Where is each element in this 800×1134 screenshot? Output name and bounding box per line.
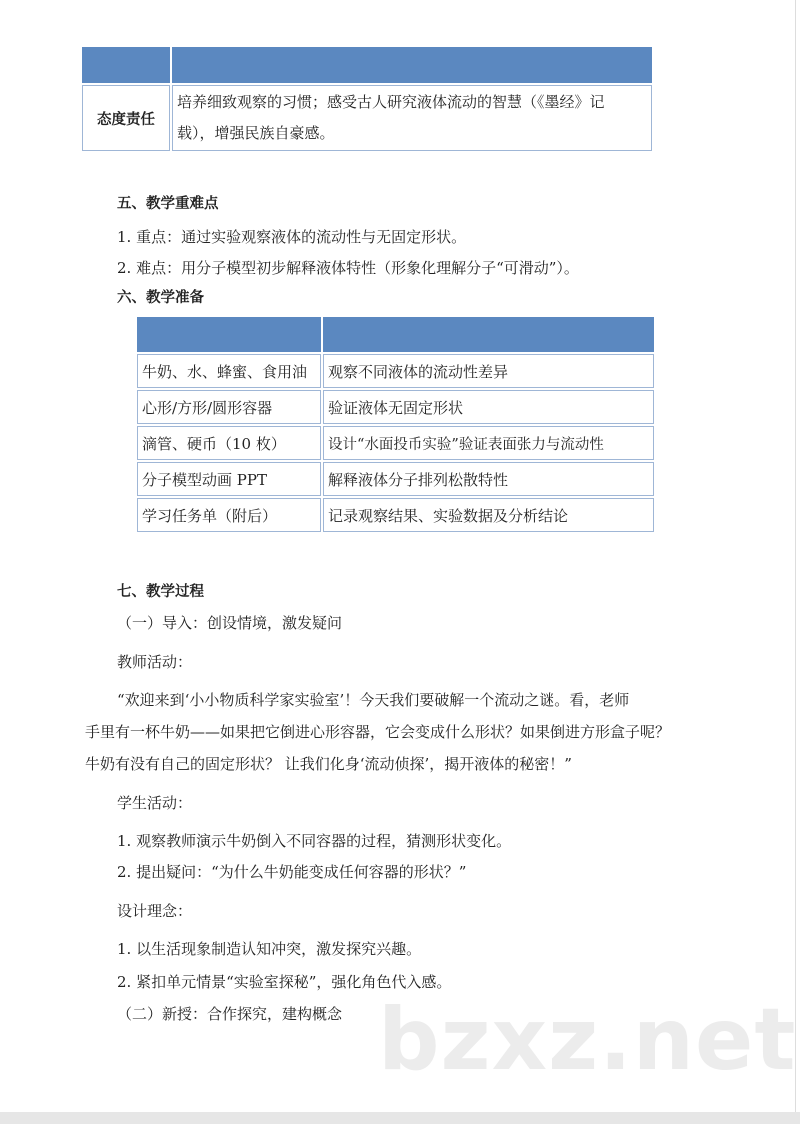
table-row xyxy=(137,462,654,496)
list-item: 1. 观察教师演示牛奶倒入不同容器的过程，猜测形状变化。 xyxy=(117,832,512,850)
row-text: 载），增强民族自豪感。 xyxy=(177,124,335,142)
label: 设计理念： xyxy=(117,902,193,920)
attitude-table xyxy=(80,45,654,153)
cell: 观察不同液体的流动性差异 xyxy=(323,354,654,388)
list-item: 2. 紧扣单元情景“实验室探秘”，强化角色代入感。 xyxy=(117,973,452,991)
table-row xyxy=(137,354,654,388)
cell: 心形/方形/圆形容器 xyxy=(137,390,321,424)
cell: 设计“水面投币实验”验证表面张力与流动性 xyxy=(323,426,654,460)
list-item: 2. 提出疑问：“为什么牛奶能变成任何容器的形状？” xyxy=(117,863,467,881)
cell: 验证液体无固定形状 xyxy=(323,390,654,424)
cell: 学习任务单（附后） xyxy=(137,498,321,532)
preparation-table xyxy=(135,315,656,534)
cell: 牛奶、水、蜂蜜、食用油 xyxy=(137,354,321,388)
paragraph-line: 牛奶有没有自己的固定形状？ 让我们化身‘流动侦探’，揭开液体的秘密！” xyxy=(85,755,572,773)
list-item: 2. 难点：用分子模型初步解释液体特性（形象化理解分子“可滑动”）。 xyxy=(117,259,579,277)
row-text: 培养细致观察的习惯；感受古人研究液体流动的智慧（《墨经》记 xyxy=(177,93,605,111)
table-row xyxy=(137,390,654,424)
table-row xyxy=(137,426,654,460)
cell: 记录观察结果、实验数据及分析结论 xyxy=(323,498,654,532)
section-heading: 五、教学重难点 xyxy=(117,196,219,212)
subheading: （一）导入：创设情境，激发疑问 xyxy=(117,614,343,632)
cell: 解释液体分子排列松散特性 xyxy=(323,462,654,496)
table-row xyxy=(137,498,654,532)
list-item: 1. 重点：通过实验观察液体的流动性与无固定形状。 xyxy=(117,228,467,246)
watermark: bzxz.net xyxy=(378,990,797,1090)
subheading: （二）新授：合作探究，建构概念 xyxy=(117,1005,343,1023)
list-item: 1. 以生活现象制造认知冲突，激发探究兴趣。 xyxy=(117,940,422,958)
cell: 分子模型动画 PPT xyxy=(137,462,321,496)
label: 学生活动： xyxy=(117,794,193,812)
cell: 滴管、硬币（10 枚） xyxy=(137,426,321,460)
section-heading: 七、教学过程 xyxy=(117,584,204,600)
label: 教师活动： xyxy=(117,653,193,671)
paragraph-line: 手里有一杯牛奶——如果把它倒进心形容器，它会变成什么形状？如果倒进方形盒子呢？ xyxy=(85,723,671,741)
row-label: 态度责任 xyxy=(82,85,170,151)
page-separator xyxy=(0,1112,800,1124)
paragraph-line: “欢迎来到‘小小物质科学家实验室’！今天我们要破解一个流动之谜。看，老师 xyxy=(117,691,630,709)
section-heading: 六、教学准备 xyxy=(117,290,204,306)
